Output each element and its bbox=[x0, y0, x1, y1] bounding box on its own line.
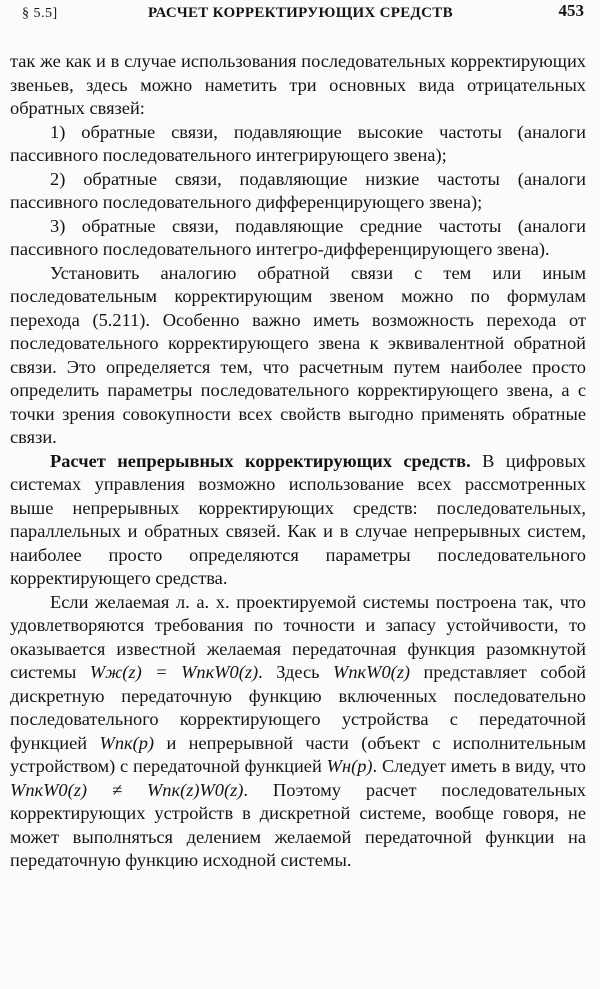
text-run: . Здесь bbox=[258, 662, 334, 682]
text-run: . Следует иметь в виду, что bbox=[372, 756, 586, 776]
page-number: 453 bbox=[558, 1, 584, 20]
text-run: Если желаемая л. а. х. проектируемой системы построена так, что удовлетворяются требования по точности и запасу устойчивости, то оказывается известной желаемая передаточная функция разомкнутой системы bbox=[10, 591, 586, 682]
run-in-paragraph bbox=[10, 450, 586, 591]
list-item: 2) обратные связи, подавляющие низкие частоты (аналоги пассивного последовательного дифференцирующего звена); bbox=[10, 168, 586, 212]
text-run: . Поэтому расчет последовательных корректирующих устройств в дискретной системе, вообще говоря, не может выполняться делением желаемой передаточной функции на передаточную функцию исходной системы. bbox=[10, 779, 586, 870]
paragraph: так же как и в случае использования последовательных корректирующих звеньев, здесь можно наметить три основных вида отрицательных обратных связей: bbox=[10, 51, 586, 118]
list-item: 3) обратные связи, подавляющие средние частоты (аналоги пассивного последовательного интегро-дифференцирующего звена). bbox=[10, 215, 586, 259]
formula: Wпк(p) bbox=[99, 732, 155, 753]
page-body bbox=[10, 50, 586, 873]
text-run: представляет собой дискретную передаточную функцию включенных последовательно последовательного корректирующего устройства с передаточной функцией bbox=[10, 662, 586, 753]
paragraph-text: В цифровых системах управления возможно использование всех рассмотренных выше непрерывных корректирующих средств: последовательных, параллельных и обратных связей. Как и в случае непрерывных систем, наиболее просто определяются параметры последовательного корректирующего средства. bbox=[10, 450, 586, 588]
paragraph: Установить аналогию обратной связи с тем или иным последовательным корректирующим звеном можно по формулам перехода (5.211). Особенно важно иметь возможность перехода от последовательного корректирующего звена к эквивалентной обратной связи. Это определяется тем, что расчетным путем наиболее просто определить параметры последовательного корректирующего звена, а с точки зрения совокупности всех свойств выгодно применять обратные связи. bbox=[10, 262, 586, 447]
running-title: РАСЧЕТ КОРРЕКТИРУЮЩИХ СРЕДСТВ bbox=[148, 5, 453, 21]
formula: WпкW0(z) ≠ Wпк(z)W0(z) bbox=[10, 779, 244, 800]
formula: WпкW0(z) bbox=[333, 662, 411, 682]
list-item: 1) обратные связи, подавляющие высокие частоты (аналоги пассивного последовательного интегрирующего звена); bbox=[10, 121, 586, 165]
section-heading: Расчет непрерывных корректирующих средств. bbox=[50, 450, 471, 471]
running-header bbox=[10, 0, 586, 50]
formula: Wн(p) bbox=[326, 756, 373, 776]
section-marker: § 5.5] bbox=[22, 6, 58, 21]
formula: Wж(z) = WпкW0(z) bbox=[89, 662, 259, 682]
text-run: и непрерывной части (объект с исполнительным устройством) с передаточной функцией bbox=[10, 732, 586, 776]
paragraph bbox=[10, 591, 586, 873]
